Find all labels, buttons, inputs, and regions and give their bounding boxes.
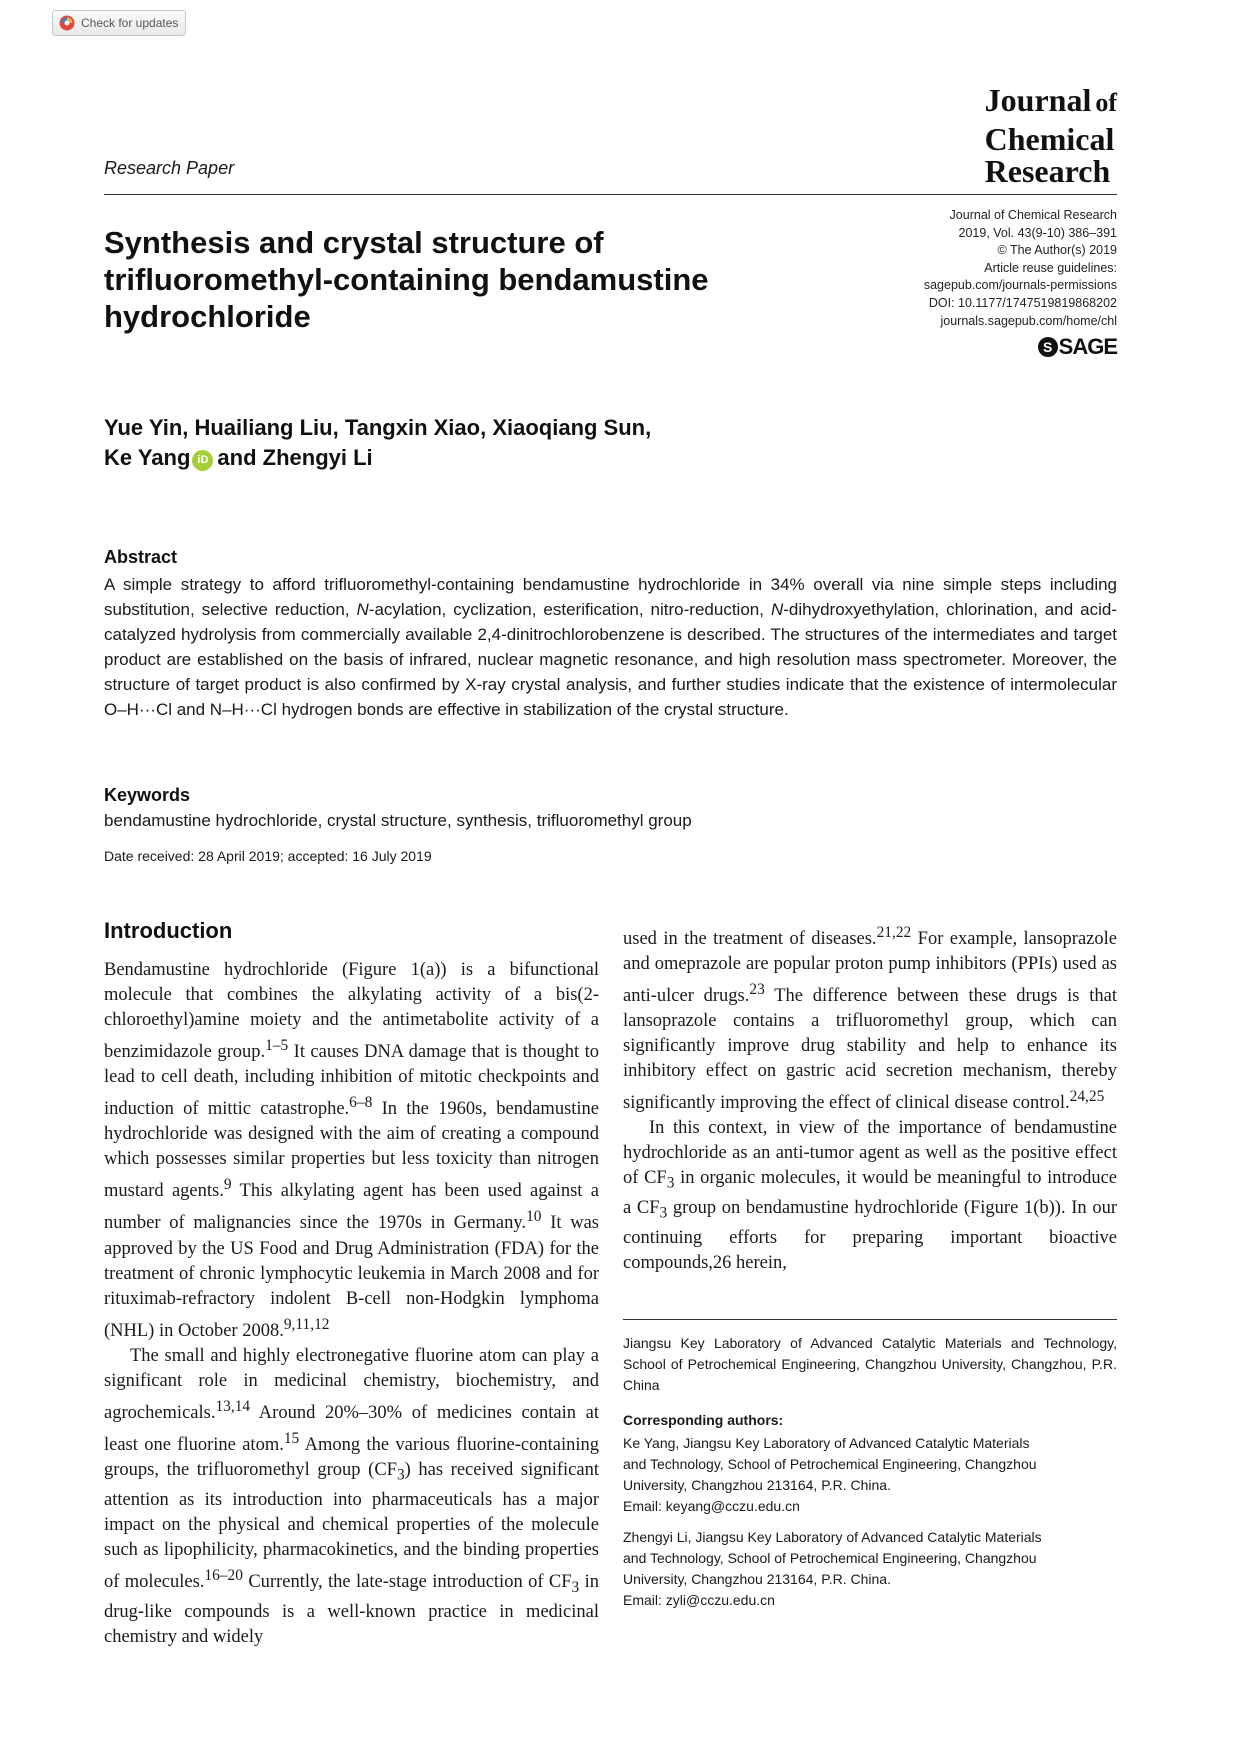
journal-logo bbox=[985, 84, 1117, 187]
corr-email[interactable]: Email: zyli@cczu.edu.cn bbox=[623, 1592, 775, 1608]
subscript: 3 bbox=[396, 1466, 405, 1484]
citation[interactable]: 9 bbox=[223, 1176, 232, 1194]
journal-logo-line1: Journal bbox=[984, 82, 1092, 118]
affiliation: Jiangsu Key Laboratory of Advanced Catalytic Materials and Technology, School of Petrochemical Engineering, Changzhou University, Changzhou, P.R. China bbox=[623, 1335, 1117, 1393]
citation[interactable]: 6–8 bbox=[349, 1094, 373, 1112]
right-column bbox=[623, 920, 1117, 1276]
authors-line2-rest: and Zhengyi Li bbox=[217, 445, 373, 470]
publisher-logo bbox=[1038, 334, 1117, 360]
abstract-italic: N bbox=[356, 600, 369, 619]
text-run: ) has received significant attention as its introduction into pharmaceuticals has a major impact on the physical and chemical properties of the molecule such as lipophilicity, pharmacokinetics, and the binding properties of molecules. bbox=[104, 1460, 599, 1592]
section-label: Research Paper bbox=[104, 158, 235, 178]
corresponding-author-1 bbox=[623, 1433, 1117, 1517]
meta-journal: Journal of Chemical Research bbox=[949, 208, 1117, 222]
meta-permissions-link[interactable]: sagepub.com/journals-permissions bbox=[923, 278, 1117, 293]
citation[interactable]: 16–20 bbox=[204, 1566, 243, 1584]
text-run: In this context, in view of the importance of bendamustine hydrochloride as an anti-tumor agent as well as the positive effect of CF bbox=[623, 1118, 1117, 1189]
meta-copyright: © The Author(s) 2019 bbox=[997, 243, 1117, 258]
citation[interactable]: 15 bbox=[283, 1429, 300, 1447]
orcid-icon[interactable]: iD bbox=[192, 450, 213, 471]
author-list bbox=[104, 413, 784, 473]
abstract-italic: N bbox=[770, 600, 784, 619]
abstract-text bbox=[104, 572, 1117, 722]
text-run: It causes DNA damage that is thought to lead to cell death, including inhibition of mitotic checkpoints and induction of mittic catastrophe. bbox=[104, 1042, 599, 1120]
intro-paragraph-4 bbox=[623, 1116, 1117, 1275]
text-run: This alkylating agent has been used against a number of malignancies since the 1970s in Germany. bbox=[104, 1181, 599, 1234]
citation[interactable]: 9,11,12 bbox=[283, 1315, 330, 1333]
journal-logo-line2: Chemical bbox=[984, 121, 1115, 157]
intro-paragraph-1 bbox=[104, 958, 599, 1344]
intro-paragraph-2 bbox=[104, 1344, 599, 1650]
corresponding-authors-heading: Corresponding authors: bbox=[623, 1412, 784, 1428]
abstract-heading: Abstract bbox=[104, 547, 178, 567]
text-run: Among the various fluorine-containing groups, the trifluoromethyl group (CF bbox=[104, 1435, 599, 1481]
author-ke-yang: Ke Yang bbox=[104, 445, 191, 470]
keywords-heading: Keywords bbox=[104, 785, 191, 805]
check-for-updates-label: Check for updates bbox=[81, 16, 179, 30]
date-received: Date received: 28 April 2019; accepted: 16 July 2019 bbox=[104, 848, 432, 864]
intro-paragraph-3 bbox=[623, 920, 1117, 1116]
text-run: in drug-like compounds is a well-known practice in medicinal chemistry and widely bbox=[104, 1571, 599, 1647]
meta-doi[interactable]: DOI: 10.1177/1747519819868202 bbox=[928, 295, 1117, 310]
meta-reuse: Article reuse guidelines: bbox=[984, 260, 1117, 275]
corr-line: Ke Yang, Jiangsu Key Laboratory of Advanced Catalytic Materials bbox=[623, 1435, 1030, 1451]
text-run: in organic molecules, it would be meaningful to introduce a CF bbox=[623, 1168, 1117, 1219]
text-run: In the 1960s, bendamustine hydrochloride was designed with the aim of creating a compound which possesses similar properties but less toxicity than nitrogen mustard agents. bbox=[104, 1099, 600, 1202]
text-run: used in the treatment of diseases. bbox=[623, 929, 877, 950]
citation[interactable]: 10 bbox=[526, 1208, 542, 1226]
header-divider bbox=[104, 194, 1117, 195]
text-run: For example, lansoprazole and omeprazole are popular proton pump inhibitors (PPIs) used as anti-ulcer drugs. bbox=[623, 929, 1117, 1007]
abstract-part: A simple strategy to afford trifluoromethyl-containing bendamustine hydrochloride in 34% overall via nine simple steps including substitution, selective reduction, bbox=[104, 575, 1117, 619]
paper-title: Synthesis and crystal structure of trifluoromethyl-containing bendamustine hydrochloride bbox=[104, 225, 709, 334]
corr-email[interactable]: Email: keyang@cczu.edu.cn bbox=[623, 1498, 800, 1514]
text-run: The small and highly electronegative fluorine atom can play a significant role in medicinal chemistry, biochemistry, and agrochemicals. bbox=[104, 1345, 599, 1423]
subscript: 3 bbox=[666, 1175, 675, 1193]
meta-volume: 2019, Vol. 43(9-10) 386–391 bbox=[958, 225, 1117, 240]
citation[interactable]: 21,22 bbox=[876, 924, 912, 941]
check-for-updates-button[interactable] bbox=[52, 10, 186, 36]
abstract-part: -dihydroxyethylation, chlorination, and acid-catalyzed hydrolysis from commercially available 2,4-dinitrochlorobenzene is described. The structures of the intermediates and target product are established on the basis of infrared, nuclear magnetic resonance, and high resolution mass spectrometer. Moreover, the structure of target product is also confirmed by X-ray crystal analysis, and further studies indicate that the existence of intermolecular O–H···Cl and N–H···Cl hydrogen bonds are effective in stabilization of the crystal structure. bbox=[104, 600, 1118, 719]
text-run: group on bendamustine hydrochloride (Figure 1(b)). In our continuing efforts for preparing important bioactive compounds,26 herein, bbox=[623, 1198, 1118, 1273]
text-run: Currently, the late-stage introduction of CF bbox=[242, 1571, 572, 1592]
text-run: Bendamustine hydrochloride (Figure 1(a)) is a bifunctional molecule that combines the alkylating activity of a bis(2-chloroethyl)amine moiety and the antimetabolite activity of a benzimidazole group. bbox=[104, 960, 599, 1063]
meta-journal-link[interactable]: journals.sagepub.com/home/chl bbox=[940, 313, 1117, 328]
corr-line: University, Changzhou 213164, P.R. China. bbox=[623, 1477, 891, 1493]
publisher-name: SAGE bbox=[1058, 334, 1117, 359]
corr-line: Zhengyi Li, Jiangsu Key Laboratory of Advanced Catalytic Materials bbox=[623, 1529, 1042, 1545]
text-run: Around 20%–30% of medicines contain at least one fluorine atom. bbox=[104, 1402, 599, 1456]
subscript: 3 bbox=[659, 1204, 668, 1222]
introduction-heading: Introduction bbox=[104, 918, 233, 943]
authors-line1: Yue Yin, Huailiang Liu, Tangxin Xiao, Xiaoqiang Sun, bbox=[104, 415, 652, 440]
sage-icon: S bbox=[1038, 337, 1058, 357]
corr-line: University, Changzhou 213164, P.R. China. bbox=[623, 1571, 891, 1587]
corr-line: and Technology, School of Petrochemical Engineering, Changzhou bbox=[623, 1550, 1037, 1566]
text-run: It was approved by the US Food and Drug Administration (FDA) for the treatment of chronic lymphocytic leukemia in March 2008 and for rituximab-refractory indolent B-cell non-Hodgkin lymphoma (NHL) in October 2008. bbox=[104, 1213, 599, 1341]
corr-line: and Technology, School of Petrochemical Engineering, Changzhou bbox=[623, 1456, 1037, 1472]
authors-line2 bbox=[104, 443, 784, 473]
citation[interactable]: 1–5 bbox=[265, 1037, 289, 1054]
update-icon bbox=[59, 15, 75, 31]
citation[interactable]: 23 bbox=[749, 981, 765, 999]
publication-meta bbox=[924, 207, 1117, 330]
text-run: The difference between these drugs is that lansoprazole contains a trifluoromethyl group, which can significantly improve drug stability and help to enhance its inhibitory effect on gastric acid secretion mechanism, thereby significantly improving the effect of clinical disease control. bbox=[623, 986, 1117, 1114]
subscript: 3 bbox=[571, 1578, 580, 1596]
journal-logo-line3: Research bbox=[984, 153, 1111, 189]
journal-logo-of: of bbox=[1095, 88, 1117, 117]
citation[interactable]: 13,14 bbox=[215, 1397, 251, 1415]
keywords-text: bendamustine hydrochloride, crystal structure, synthesis, trifluoromethyl group bbox=[104, 811, 692, 830]
citation[interactable]: 24,25 bbox=[1069, 1088, 1105, 1106]
corresponding-author-2 bbox=[623, 1527, 1117, 1611]
footnote-divider bbox=[623, 1319, 1117, 1320]
abstract-part: -acylation, cyclization, esterification, nitro-reduction, bbox=[368, 600, 771, 619]
left-column bbox=[104, 958, 599, 1650]
